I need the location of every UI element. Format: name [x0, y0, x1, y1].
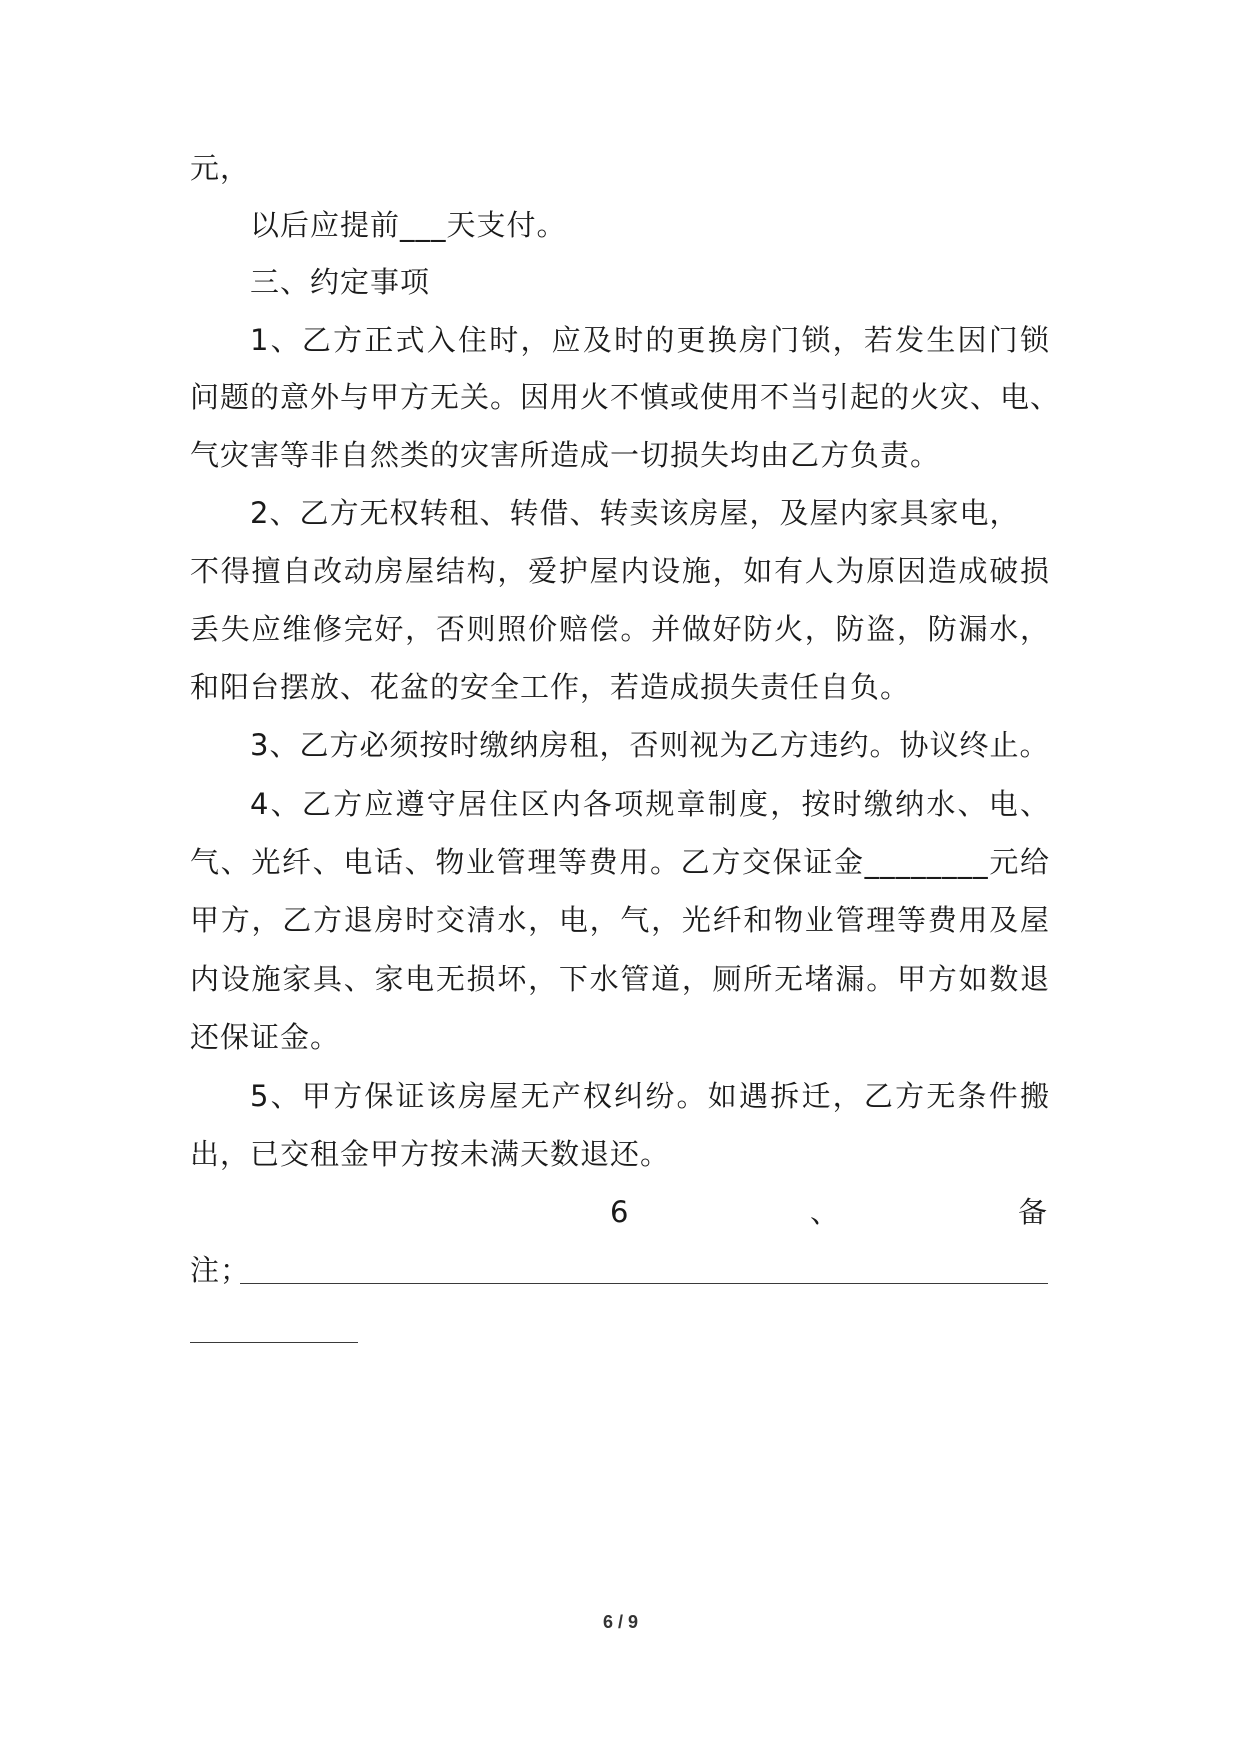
text-line: 甲方，乙方退房时交清水，电，气，光纤和物业管理等费用及屋	[190, 903, 1050, 937]
text-line: 出，已交租金甲方按未满天数退还。	[190, 1137, 671, 1171]
text-line: 以后应提前___天支付。	[250, 208, 567, 242]
text-line: 内设施家具、家电无损坏，下水管道，厕所无堵漏。甲方如数退	[190, 962, 1050, 996]
text-line: 元，	[190, 151, 251, 185]
item-6-number: 6	[610, 1195, 629, 1229]
text-line: 和阳台摆放、花盆的安全工作，若造成损失责任自负。	[190, 670, 911, 704]
text-line: 不得擅自改动房屋结构，爱护屋内设施，如有人为原因造成破损	[190, 554, 1050, 588]
remarks-label-char: 备	[1018, 1195, 1048, 1229]
item-6-line	[190, 1192, 1050, 1232]
remarks-label: 注；	[190, 1253, 251, 1287]
text-line: 3、乙方必须按时缴纳房租，否则视为乙方违约。协议终止。	[250, 728, 1050, 762]
text-line: 4、乙方应遵守居住区内各项规章制度，按时缴纳水、电、	[250, 787, 1050, 821]
text-line: 丢失应维修完好，否则照价赔偿。并做好防火，防盗，防漏水，	[190, 612, 1050, 646]
text-line: 还保证金。	[190, 1020, 341, 1054]
text-line: 气灾害等非自然类的灾害所造成一切损失均由乙方负责。	[190, 438, 941, 472]
text-line: 气、光纤、电话、物业管理等费用。乙方交保证金________元给	[190, 845, 1050, 879]
text-line: 问题的意外与甲方无关。因用火不慎或使用不当引起的火灾、电、	[190, 380, 1061, 414]
item-6-separator: 、	[810, 1195, 840, 1229]
remarks-blank-line-continued	[190, 1342, 358, 1343]
section-heading: 三、约定事项	[250, 265, 431, 299]
text-line: 1、乙方正式入住时，应及时的更换房门锁，若发生因门锁	[250, 323, 1050, 357]
text-line: 2、乙方无权转租、转借、转卖该房屋，及屋内家具家电，	[250, 496, 1020, 530]
page-number: 6 / 9	[602, 1612, 639, 1632]
remarks-blank-line	[240, 1283, 1048, 1284]
text-line: 5、甲方保证该房屋无产权纠纷。如遇拆迁，乙方无条件搬	[250, 1079, 1050, 1113]
